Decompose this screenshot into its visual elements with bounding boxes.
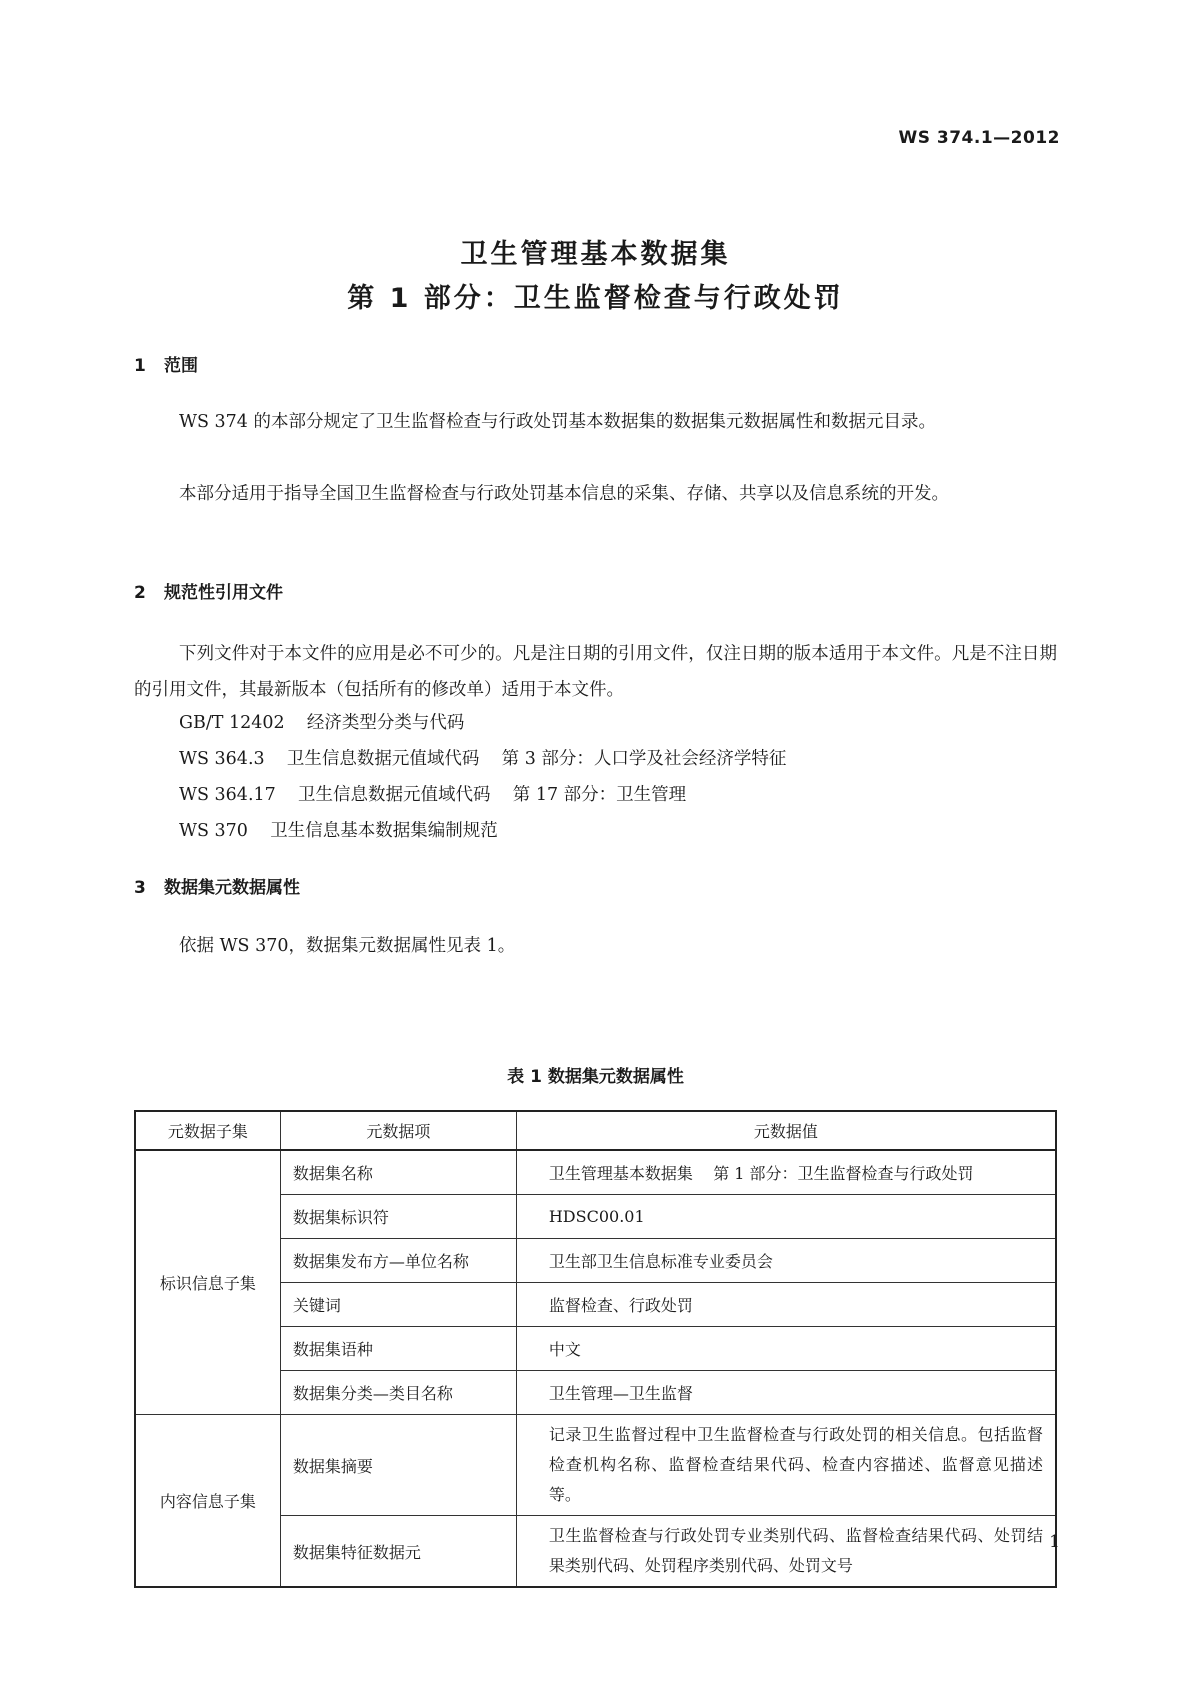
column-header: 元数据项: [280, 1111, 516, 1150]
item-cell: 数据集标识符: [280, 1195, 516, 1239]
item-cell: 数据集名称: [280, 1150, 516, 1195]
value-cell: 卫生部卫生信息标准专业委员会: [516, 1239, 1056, 1283]
value-cell: 卫生管理—卫生监督: [516, 1371, 1056, 1415]
section-2-paragraph-1: [134, 636, 1057, 708]
section-number: 3: [134, 878, 146, 898]
paragraph-text: 下列文件对于本文件的应用是必不可少的。凡是注日期的引用文件，仅注日期的版本适用于本文件。凡是不注日期的引用文件，其最新版本（包括所有的修改单）适用于本文件。: [134, 644, 1057, 700]
item-cell: 数据集分类—类目名称: [280, 1371, 516, 1415]
section-3-heading: [134, 873, 300, 898]
table-header-row: [135, 1111, 1056, 1150]
standard-code: WS 374.1—2012: [898, 128, 1060, 148]
value-cell: HDSC00.01: [516, 1195, 1056, 1239]
column-header: 元数据子集: [135, 1111, 280, 1150]
group-cell: 内容信息子集: [135, 1415, 280, 1588]
value-cell: 卫生监督检查与行政处罚专业类别代码、监督检查结果代码、处罚结果类别代码、处罚程序类别代码、处罚文号: [516, 1516, 1056, 1588]
section-title: 数据集元数据属性: [164, 878, 300, 898]
metadata-table: [134, 1110, 1057, 1588]
item-cell: 数据集发布方—单位名称: [280, 1239, 516, 1283]
paragraph-text: 本部分适用于指导全国卫生监督检查与行政处罚基本信息的采集、存储、共享以及信息系统的开发。: [179, 484, 949, 504]
section-number: 1: [134, 356, 146, 376]
table-caption: 表 1 数据集元数据属性: [507, 1067, 684, 1087]
section-1-paragraph-2: [134, 476, 1057, 512]
normative-reference: WS 364.17 卫生信息数据元值域代码 第 17 部分：卫生管理: [179, 785, 687, 805]
item-cell: 数据集语种: [280, 1327, 516, 1371]
normative-reference: GB/T 12402 经济类型分类与代码: [179, 713, 465, 733]
item-cell: 数据集特征数据元: [280, 1516, 516, 1588]
page-number: 1: [1049, 1532, 1060, 1552]
section-2-heading: [134, 578, 283, 603]
document-title: 卫生管理基本数据集: [460, 239, 731, 270]
paragraph-text: WS 374 的本部分规定了卫生监督检查与行政处罚基本数据集的数据集元数据属性和数据元目录。: [179, 412, 937, 432]
section-title: 规范性引用文件: [164, 583, 283, 603]
table-row: [135, 1150, 1056, 1195]
item-cell: 数据集摘要: [280, 1415, 516, 1516]
paragraph-text: 依据 WS 370，数据集元数据属性见表 1。: [179, 936, 516, 956]
section-title: 范围: [164, 356, 198, 376]
section-1-paragraph-1: [134, 404, 1057, 440]
value-cell: 监督检查、行政处罚: [516, 1283, 1056, 1327]
table-row: [135, 1415, 1056, 1516]
normative-reference: WS 364.3 卫生信息数据元值域代码 第 3 部分：人口学及社会经济学特征: [179, 749, 787, 769]
column-header: 元数据值: [516, 1111, 1056, 1150]
value-cell: 中文: [516, 1327, 1056, 1371]
normative-reference: WS 370 卫生信息基本数据集编制规范: [179, 821, 498, 841]
item-cell: 关键词: [280, 1283, 516, 1327]
group-cell: 标识信息子集: [135, 1150, 280, 1415]
section-number: 2: [134, 583, 146, 603]
value-cell: 卫生管理基本数据集 第 1 部分：卫生监督检查与行政处罚: [516, 1150, 1056, 1195]
value-cell: 记录卫生监督过程中卫生监督检查与行政处罚的相关信息。包括监督检查机构名称、监督检查结果代码、检查内容描述、监督意见描述等。: [516, 1415, 1056, 1516]
section-3-paragraph-1: [134, 928, 1057, 964]
document-subtitle: 第 1 部分：卫生监督检查与行政处罚: [347, 283, 844, 314]
section-1-heading: [134, 351, 198, 376]
